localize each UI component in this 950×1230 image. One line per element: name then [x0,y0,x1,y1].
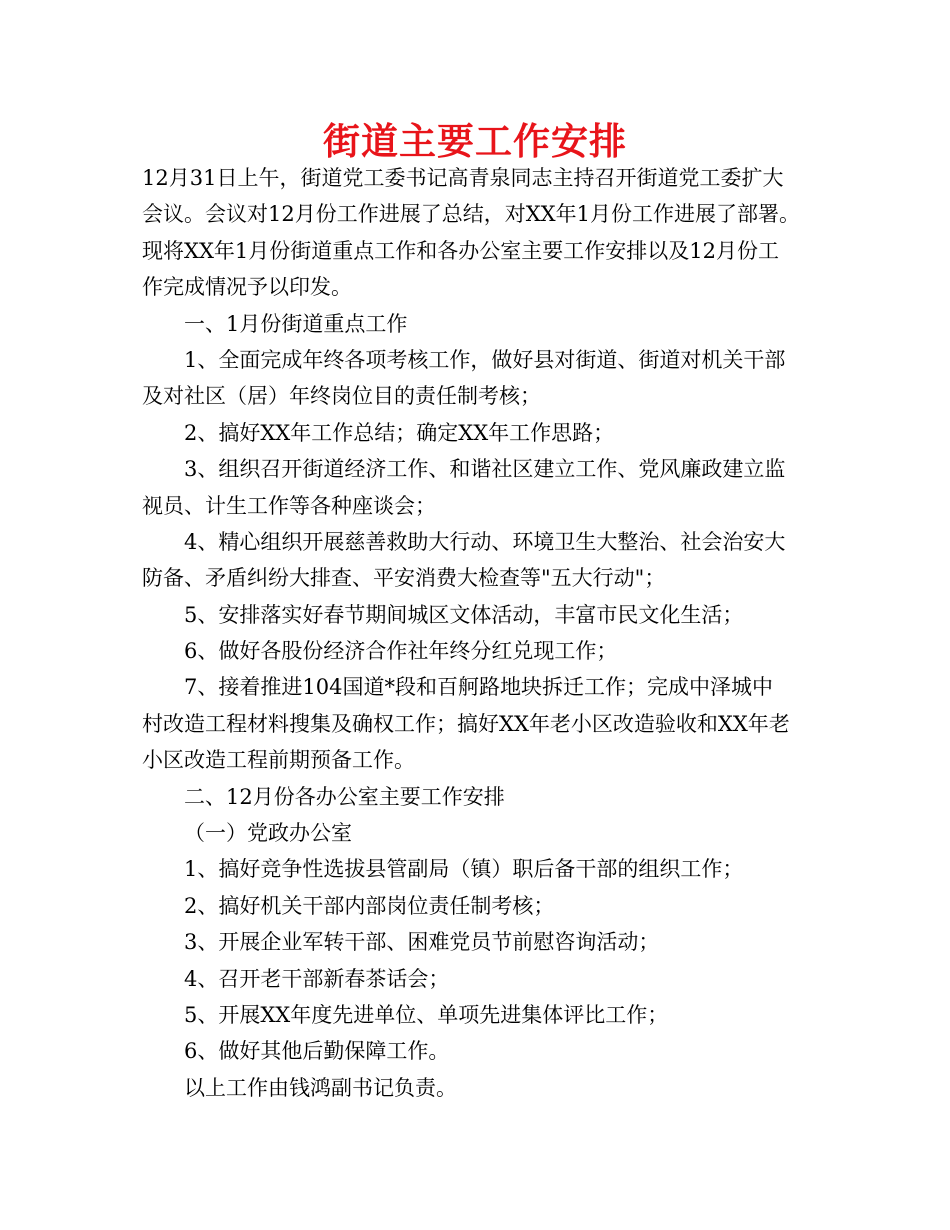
text-line: 村改造工程材料搜集及确权工作；搞好XX年老小区改造验收和XX年老 [142,711,790,736]
text-line: 一、1月份街道重点工作 [184,311,408,336]
text-line: 7、接着推进104国道*段和百舸路地块拆迁工作；完成中泽城中 [184,675,773,700]
text-line: 二、12月份各办公室主要工作安排 [184,784,505,809]
text-line: 3、开展企业军转干部、困难党员节前慰咨询活动； [184,930,660,955]
text-line: 4、精心组织开展慈善救助大行动、环境卫生大整治、社会治安大 [184,529,786,554]
text-line: 防备、矛盾纠纷大排查、平安消费大检查等"五大行动"； [142,566,666,591]
document-title: 街道主要工作安排 [323,120,627,163]
text-line: 现将XX年1月份街道重点工作和各办公室主要工作安排以及12月份工 [142,238,779,263]
text-line: 6、做好各股份经济合作社年终分红兑现工作； [184,639,618,664]
text-line: 以上工作由钱鸿副书记负责。 [184,1075,457,1100]
text-line: 1、全面完成年终各项考核工作，做好县对街道、街道对机关干部 [184,347,786,372]
document-body [142,160,822,1106]
text-line: 小区改造工程前期预备工作。 [142,748,415,773]
text-line: 1、搞好竞争性选拔县管副局（镇）职后备干部的组织工作； [184,857,744,882]
text-line: 3、组织召开街道经济工作、和谐社区建立工作、党风廉政建立监 [184,457,786,482]
text-line: 视员、计生工作等各种座谈会； [142,493,436,518]
text-line: 5、开展XX年度先进单位、单项先进集体评比工作； [184,1002,669,1027]
text-line: （一）党政办公室 [184,821,352,846]
text-line: 2、搞好XX年工作总结；确定XX年工作思路； [184,420,615,445]
text-line: 会议。会议对12月份工作进展了总结，对XX年1月份工作进展了部署。 [142,202,800,227]
text-line: 作完成情况予以印发。 [142,275,352,300]
text-line: 12月31日上午，街道党工委书记高青泉同志主持召开街道党工委扩大 [142,166,784,190]
text-line: 2、搞好机关干部内部岗位责任制考核； [184,893,555,918]
text-line: 及对社区（居）年终岗位目的责任制考核； [142,384,541,409]
text-line: 5、安排落实好春节期间城区文体活动，丰富市民文化生活； [184,602,744,627]
text-line: 6、做好其他后勤保障工作。 [184,1039,450,1064]
text-line: 4、召开老干部新春茶话会； [184,966,450,991]
